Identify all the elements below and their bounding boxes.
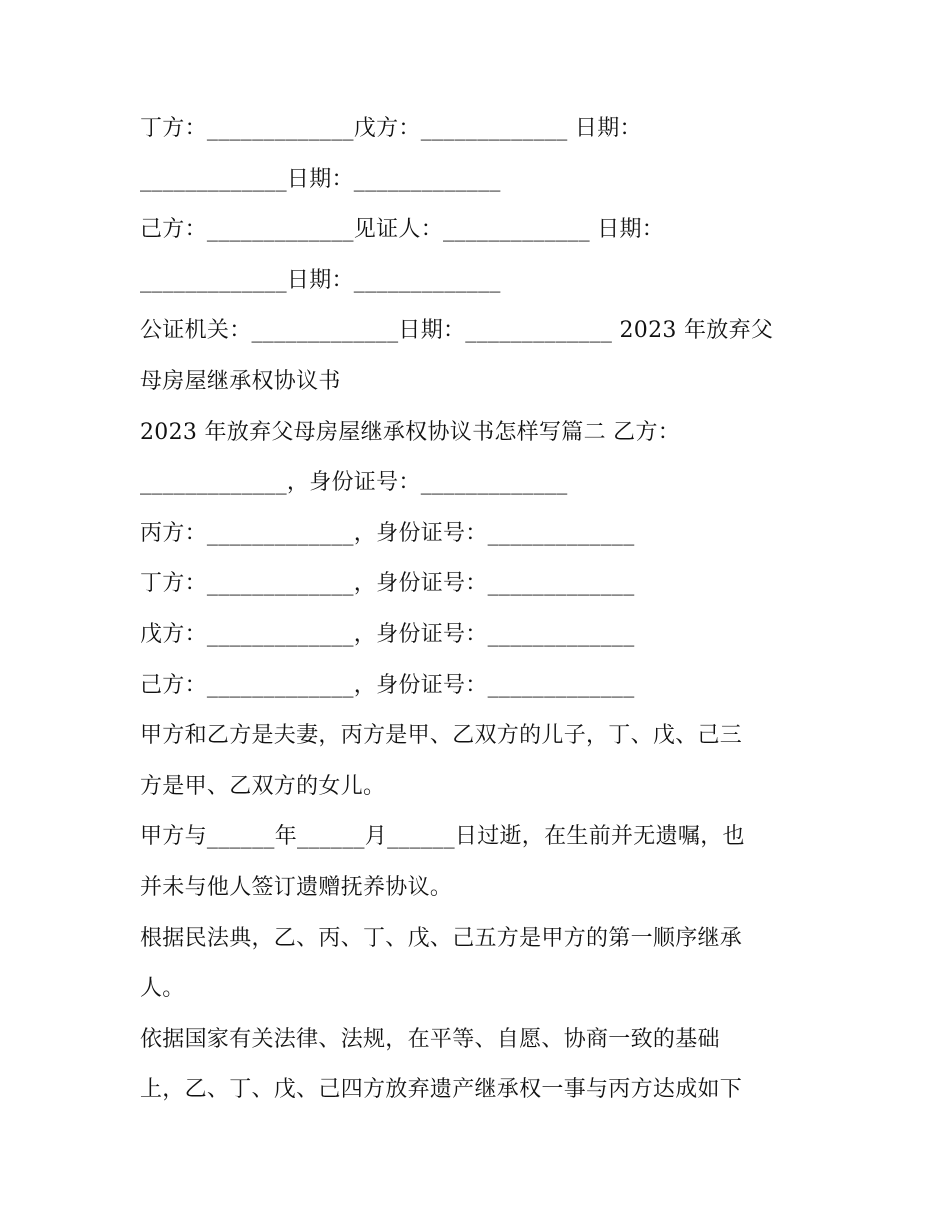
text-line: 方是甲、乙双方的女儿。 [140,773,386,799]
text-line: 根据民法典，乙、丙、丁、戊、己五方是甲方的第一顺序继承 [140,925,743,951]
text-line: 丙方：_____________，身份证号：_____________ [140,520,635,546]
text-line: _____________，身份证号：_____________ [140,470,568,496]
text-line: 戊方：_____________，身份证号：_____________ [140,621,635,647]
text-line: 依据国家有关法律、法规，在平等、自愿、协商一致的基础 [140,1026,720,1052]
text-line: 丁方：_____________，身份证号：_____________ [140,571,635,597]
text-line: 甲方和乙方是夫妻，丙方是甲、乙双方的儿子，丁、戊、己三 [140,723,743,749]
text-line: 人。 [140,976,185,1002]
document-body [140,104,830,1116]
text-line: 并未与他人签订遗赠抚养协议。 [140,874,453,900]
text-line: _____________日期：_____________ [140,166,501,192]
text-line: 丁方：_____________戊方：_____________ 日期： [140,116,642,141]
text-line: 己方：_____________见证人：_____________ 日期： [140,217,665,243]
text-line: _____________日期：_____________ [140,267,501,293]
text-line: 己方：_____________，身份证号：_____________ [140,672,635,698]
text-line: 甲方与______年______月______日过逝，在生前并无遗嘱，也 [140,824,745,850]
text-line: 母房屋继承权协议书 [140,368,341,394]
text-line: 公证机关：_____________日期：_____________ 2023 年放弃父 [140,318,774,344]
text-line: 上，乙、丁、戊、己四方放弃遗产继承权一事与丙方达成如下 [140,1077,743,1103]
text-line: 2023 年放弃父母房屋继承权协议书怎样写篇二 乙方： [140,419,681,445]
